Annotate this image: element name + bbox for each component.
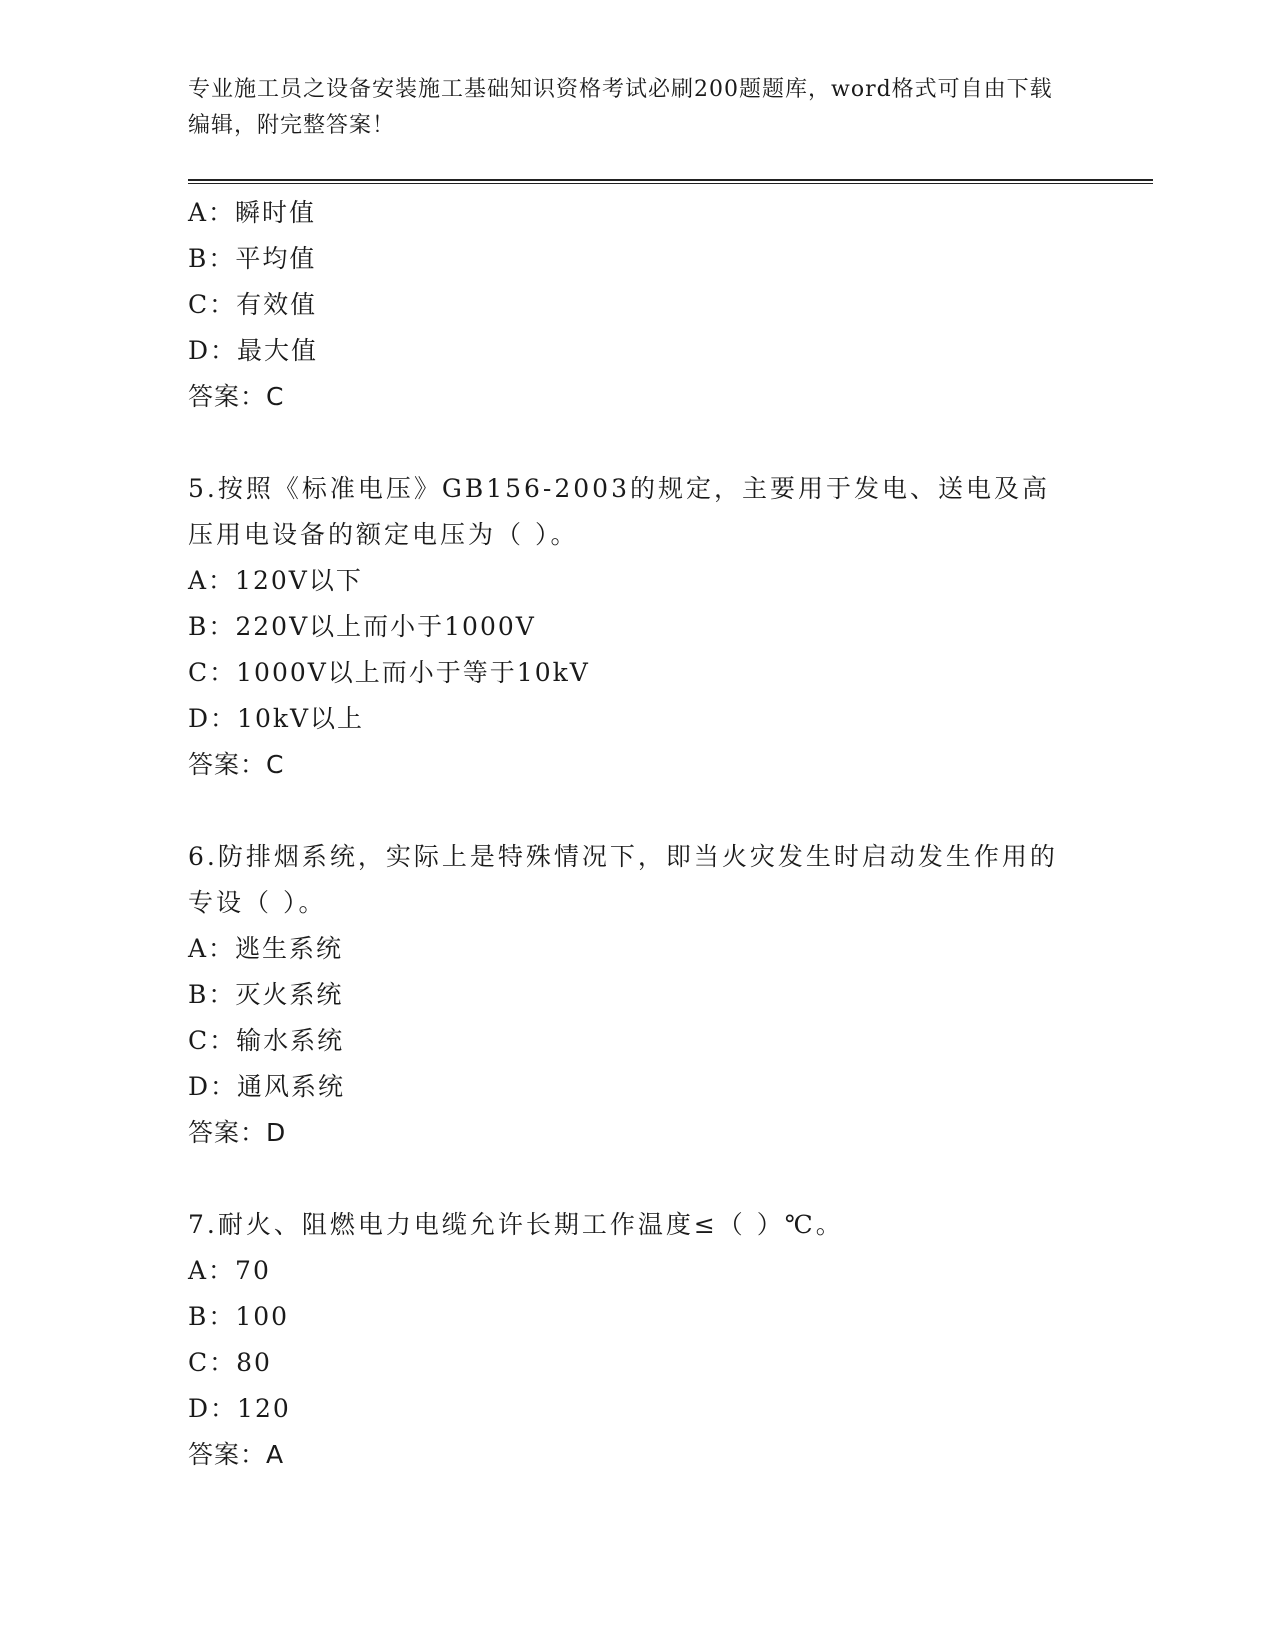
question-block: [188, 1202, 1088, 1478]
document-header: 专业施工员之设备安装施工基础知识资格考试必刷200题题库，word格式可自由下载编辑，附完整答案！: [188, 77, 1053, 138]
option-b: B：100: [188, 1302, 290, 1331]
option-d: D：120: [188, 1394, 291, 1423]
option-b: B：220V以上而小于1000V: [188, 612, 536, 641]
answer-line: 答案：C: [188, 750, 285, 779]
answer-line: 答案：C: [188, 382, 285, 411]
question-stem: 6.防排烟系统，实际上是特殊情况下，即当火灾发生时启动发生作用的专设（ ）。: [188, 842, 1058, 917]
question-block: [188, 190, 1088, 420]
option-b: B：平均值: [188, 244, 317, 273]
question-stem: 5.按照《标准电压》GB156-2003的规定，主要用于发电、送电及高压用电设备的额定电压为（ ）。: [188, 474, 1050, 549]
option-a: A：120V以下: [188, 566, 363, 595]
question-spacer: [188, 420, 1088, 466]
question-spacer: [188, 788, 1088, 834]
question-block: [188, 466, 1088, 788]
option-c: C：1000V以上而小于等于10kV: [188, 658, 590, 687]
option-b: B：灭火系统: [188, 980, 344, 1009]
question-stem: 7.耐火、阻燃电力电缆允许长期工作温度≤（ ）℃。: [188, 1210, 844, 1239]
question-spacer: [188, 1156, 1088, 1202]
option-d: D：通风系统: [188, 1072, 346, 1101]
header-rule-thin: [188, 183, 1153, 184]
question-block: [188, 834, 1088, 1156]
question-list: [188, 190, 1088, 1478]
option-c: C：80: [188, 1348, 272, 1377]
option-c: C：有效值: [188, 290, 318, 319]
option-a: A：瞬时值: [188, 198, 317, 227]
answer-line: 答案：A: [188, 1440, 285, 1469]
option-c: C：输水系统: [188, 1026, 345, 1055]
option-d: D：10kV以上: [188, 704, 365, 733]
option-a: A：逃生系统: [188, 934, 344, 963]
answer-line: 答案：D: [188, 1118, 287, 1147]
option-d: D：最大值: [188, 336, 319, 365]
option-a: A：70: [188, 1256, 271, 1285]
header-rule-thick: [188, 179, 1153, 181]
